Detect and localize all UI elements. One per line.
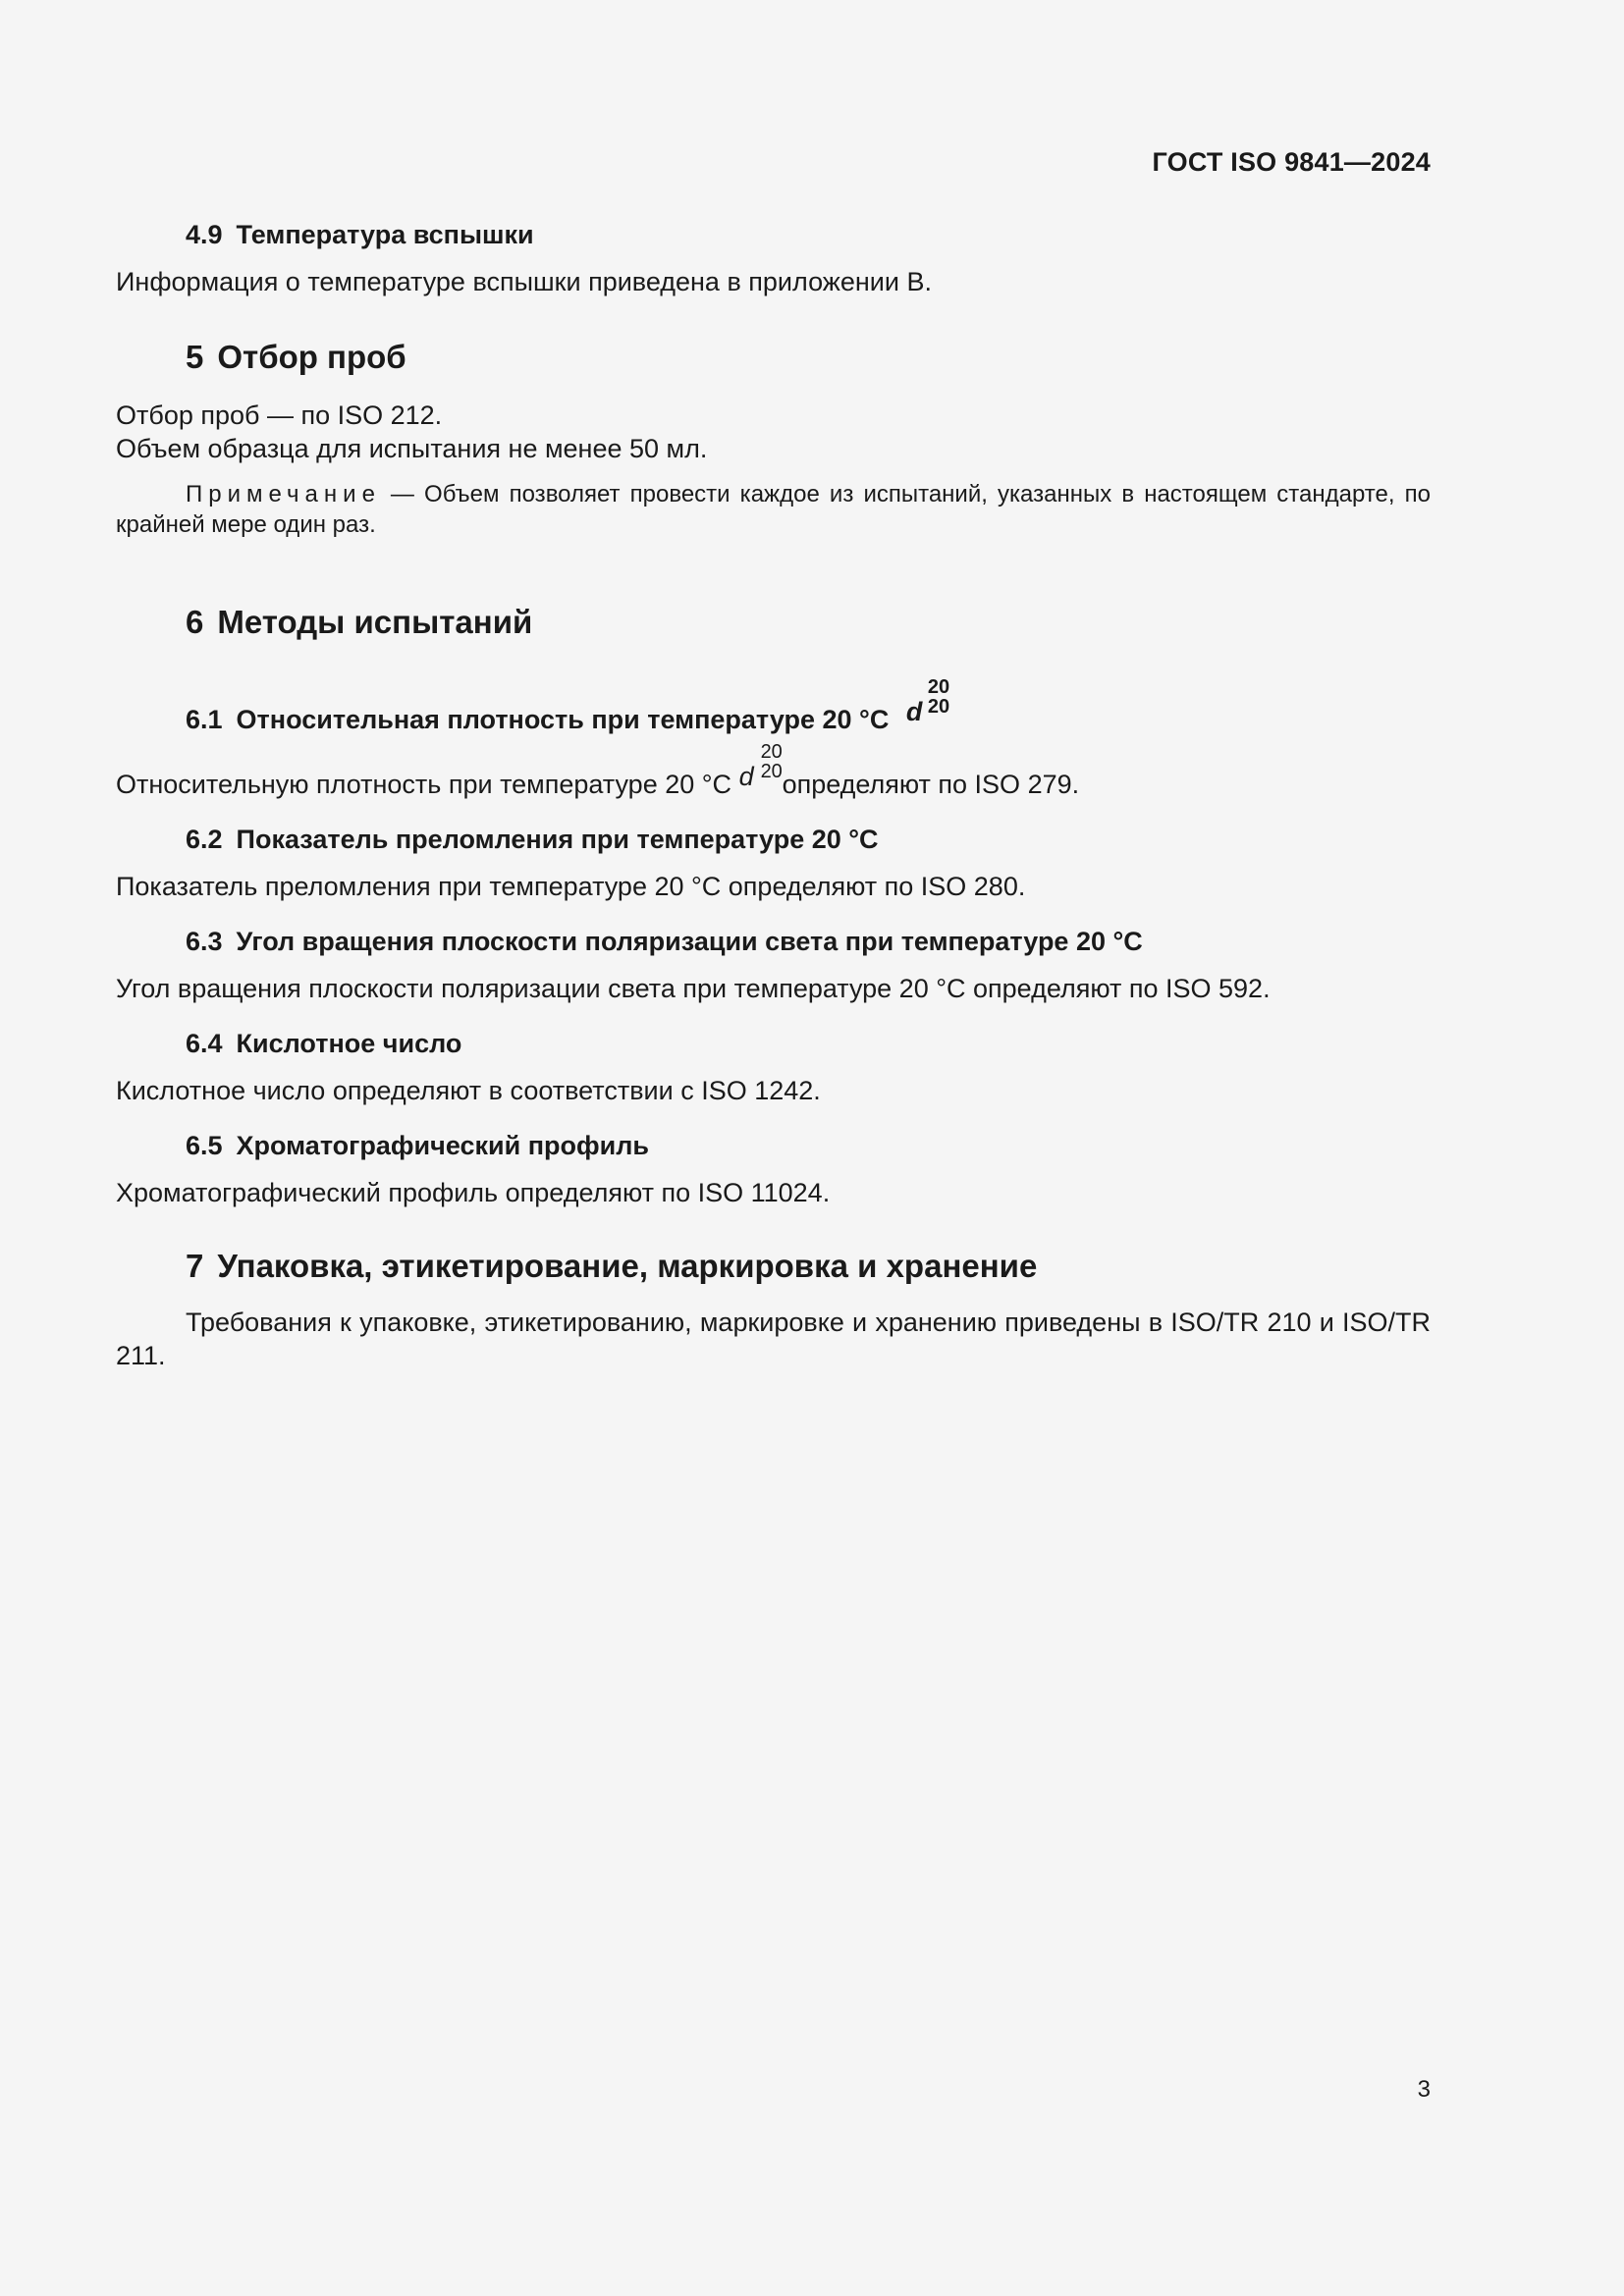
section-number: 6 xyxy=(186,604,204,640)
symbol-superscript: 20 xyxy=(927,676,950,698)
section-number: 6.3 xyxy=(186,927,223,956)
section-title: Показатель преломления при температуре 20 °С xyxy=(236,825,879,854)
text-before-symbol: Относительную плотность при температуре 20 °С xyxy=(116,770,732,799)
section-6-4-text: Кислотное число определяют в соответствии с ISO 1242. xyxy=(116,1076,821,1105)
section-7-heading xyxy=(186,1247,1431,1286)
section-title: Угол вращения плоскости поляризации света при температуре 20 °С xyxy=(236,927,1143,956)
document-body xyxy=(116,218,1431,1372)
section-6-5-text: Хроматографический профиль определяют по ISO 11024. xyxy=(116,1178,831,1207)
section-4-9-text: Информация о температуре вспышки приведена в приложении В. xyxy=(116,267,932,296)
document-code: ГОСТ ISO 9841—2024 xyxy=(1152,147,1431,177)
page-number: 3 xyxy=(1417,2076,1431,2103)
relative-density-symbol xyxy=(738,741,783,793)
section-number: 4.9 xyxy=(186,220,223,249)
note-text: — Объем позволяет провести каждое из испытаний, указанных в настоящем стандарте, по крайней мере один раз. xyxy=(116,481,1431,538)
section-number: 6.2 xyxy=(186,825,223,854)
section-number: 7 xyxy=(186,1248,204,1284)
section-7-text: Требования к упаковке, этикетированию, маркировке и хранению приведены в ISO/TR 210 и ISO/TR 211. xyxy=(116,1308,1431,1370)
section-6-2-heading xyxy=(186,823,1431,856)
text-after-symbol: определяют по ISO 279. xyxy=(782,770,1080,799)
section-title: Относительная плотность при температуре 20 °С xyxy=(236,705,890,734)
section-6-1-heading xyxy=(186,676,1431,736)
section-6-4-heading xyxy=(186,1027,1431,1060)
section-6-1-text xyxy=(116,741,1431,801)
section-number: 6.4 xyxy=(186,1029,223,1058)
section-number: 5 xyxy=(186,339,204,375)
section-title: Температура вспышки xyxy=(236,220,534,249)
section-6-2-text: Показатель преломления при температуре 20 °С определяют по ISO 280. xyxy=(116,872,1026,901)
section-number: 6.5 xyxy=(186,1131,223,1160)
section-5-heading xyxy=(186,338,1431,377)
section-6-3-heading xyxy=(186,925,1431,958)
symbol-subscript: 20 xyxy=(760,761,783,782)
section-title: Кислотное число xyxy=(236,1029,462,1058)
section-5-note xyxy=(116,479,1431,540)
section-title: Хроматографический профиль xyxy=(236,1131,649,1160)
section-number: 6.1 xyxy=(186,705,223,734)
note-label: Примечание xyxy=(186,481,381,507)
section-6-5-heading xyxy=(186,1129,1431,1162)
section-4-9-heading xyxy=(186,218,1431,251)
section-5-line-2: Объем образца для испытания не менее 50 мл. xyxy=(116,434,708,463)
section-5-line-1: Отбор проб — по ISO 212. xyxy=(116,400,443,430)
relative-density-symbol xyxy=(905,676,953,728)
symbol-subscript: 20 xyxy=(927,696,950,718)
section-title: Методы испытаний xyxy=(217,604,533,640)
symbol-letter: d xyxy=(738,762,754,791)
section-title: Упаковка, этикетирование, маркировка и хранение xyxy=(217,1248,1038,1284)
section-6-heading xyxy=(186,603,1431,642)
section-6-3-text: Угол вращения плоскости поляризации света при температуре 20 °С определяют по ISO 592. xyxy=(116,974,1271,1003)
symbol-superscript: 20 xyxy=(760,741,783,763)
symbol-letter: d xyxy=(905,697,923,726)
section-title: Отбор проб xyxy=(217,339,406,375)
